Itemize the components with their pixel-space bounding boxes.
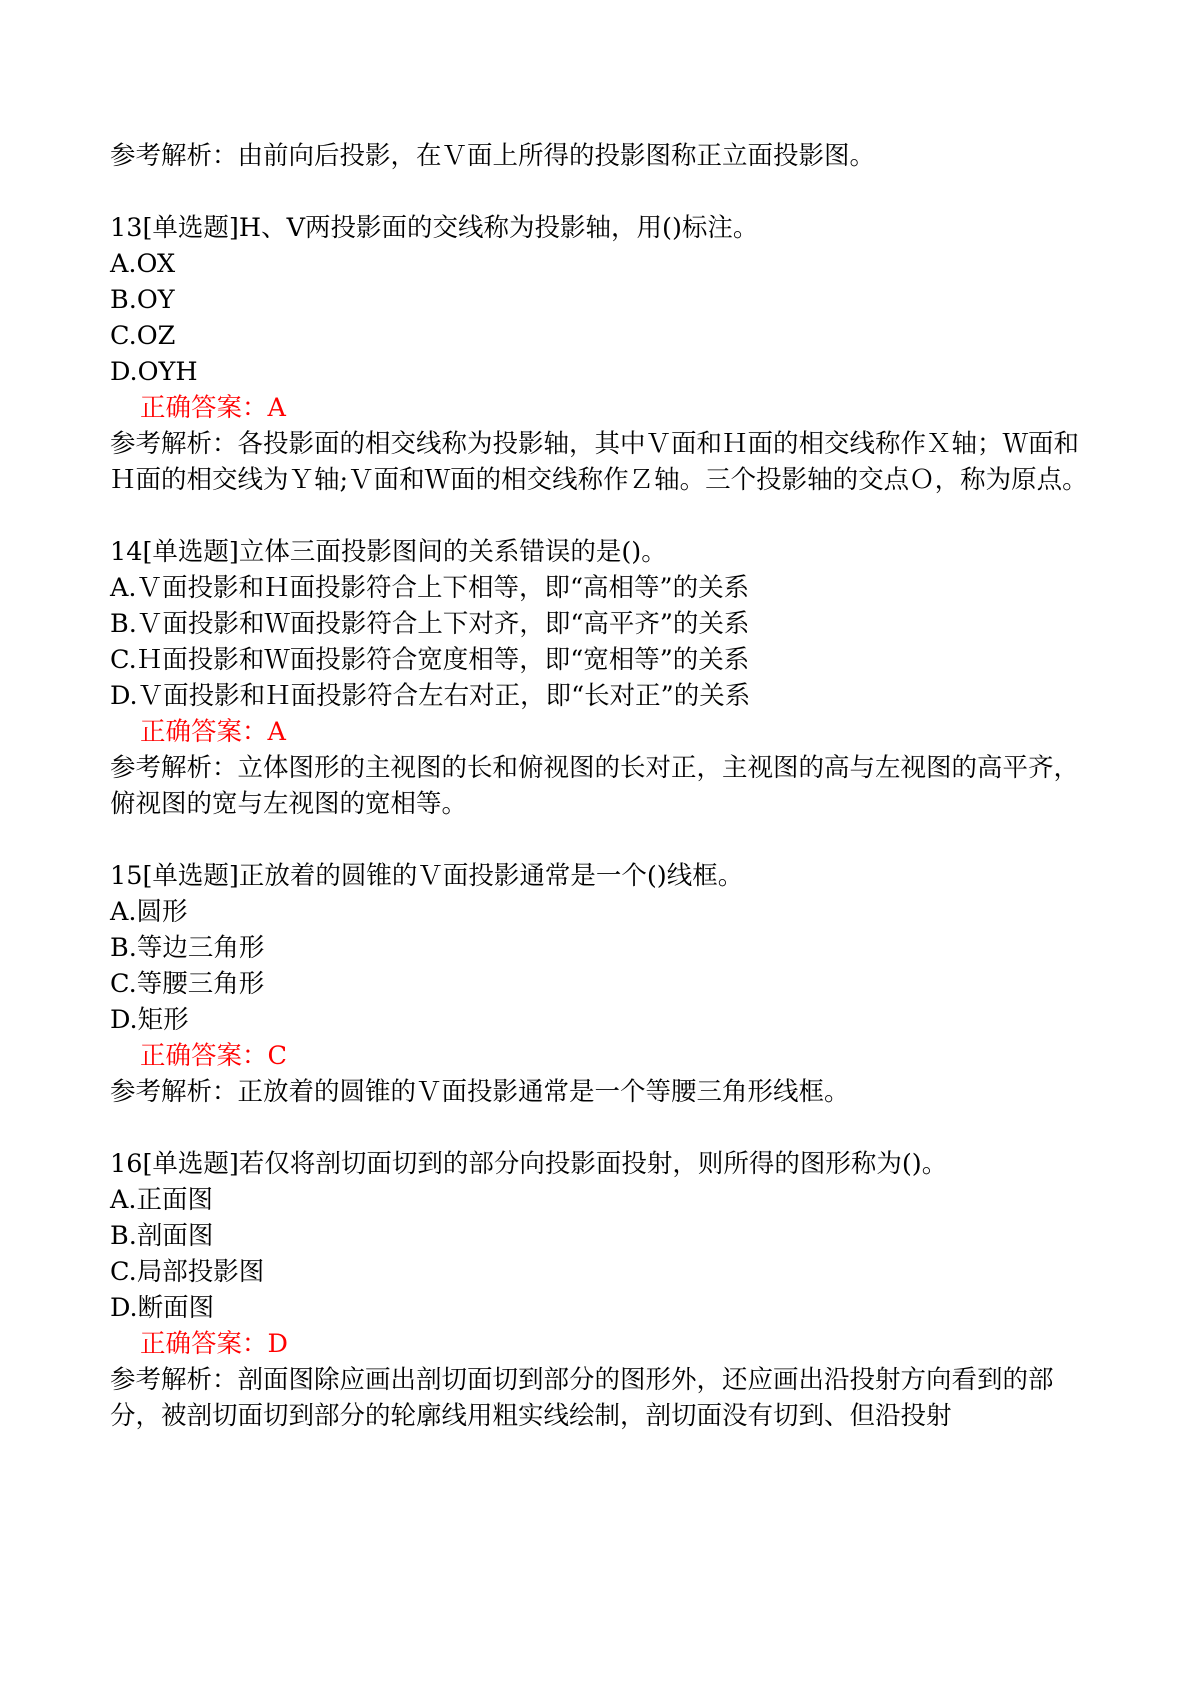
correct-answer: 正确答案：C [140,1041,288,1071]
question-stem: 15[单选题]正放着的圆锥的Ｖ面投影通常是一个()线框。 [110,861,744,891]
option-d: D.断面图 [110,1293,215,1323]
option-d: D.OYH [110,357,198,387]
option-d: D.矩形 [110,1005,189,1035]
analysis-text: 参考解析：立体图形的主视图的长和俯视图的长对正，主视图的高与左视图的高平齐，俯视图的宽与左视图的宽相等。 [110,753,1080,819]
analysis-text: 参考解析：由前向后投影，在Ｖ面上所得的投影图称正立面投影图。 [110,141,876,171]
option-a: A.OX [110,249,176,279]
option-b: B.剖面图 [110,1221,214,1251]
analysis-text: 参考解析：各投影面的相交线称为投影轴，其中Ｖ面和Ｈ面的相交线称作Ｘ轴；Ｗ面和Ｈ面的相交线为Ｙ轴;Ｖ面和Ｗ面的相交线称作Ｚ轴。三个投影轴的交点Ｏ，称为原点。 [110,429,1088,495]
analysis-text: 参考解析：正放着的圆锥的Ｖ面投影通常是一个等腰三角形线框。 [110,1077,850,1107]
option-b: B.等边三角形 [110,933,265,963]
option-b: B.OY [110,285,175,315]
question-stem: 16[单选题]若仅将剖切面切到的部分向投影面投射，则所得的图形称为()。 [110,1149,948,1179]
option-c: C.等腰三角形 [110,969,265,999]
question-14 [110,534,1090,822]
correct-answer: 正确答案：A [140,393,286,423]
option-d: D.Ｖ面投影和Ｈ面投影符合左右对正，即“长对正”的关系 [110,681,751,711]
question-stem: 13[单选题]H、V两投影面的交线称为投影轴，用()标注。 [110,213,759,243]
question-stem: 14[单选题]立体三面投影图间的关系错误的是()。 [110,537,667,567]
option-a: A.正面图 [110,1185,214,1215]
spacer [110,1110,1090,1146]
question-16 [110,1146,1090,1434]
document-page [110,138,1090,1434]
correct-answer: 正确答案：A [140,717,286,747]
spacer [110,498,1090,534]
option-a: A.Ｖ面投影和Ｈ面投影符合上下相等，即“高相等”的关系 [110,573,750,603]
question-15 [110,858,1090,1110]
option-a: A.圆形 [110,897,188,927]
correct-answer: 正确答案：D [140,1329,288,1359]
spacer [110,822,1090,858]
analysis-text: 参考解析：剖面图除应画出剖切面切到部分的图形外，还应画出沿投射方向看到的部分，被剖切面切到部分的轮廓线用粗实线绘制，剖切面没有切到、但沿投射 [110,1365,1054,1431]
option-b: B.Ｖ面投影和Ｗ面投影符合上下对齐，即“高平齐”的关系 [110,609,750,639]
spacer [110,174,1090,210]
option-c: C.OZ [110,321,176,351]
option-c: C.Ｈ面投影和Ｗ面投影符合宽度相等，即“宽相等”的关系 [110,645,750,675]
option-c: C.局部投影图 [110,1257,265,1287]
question-13 [110,210,1090,498]
